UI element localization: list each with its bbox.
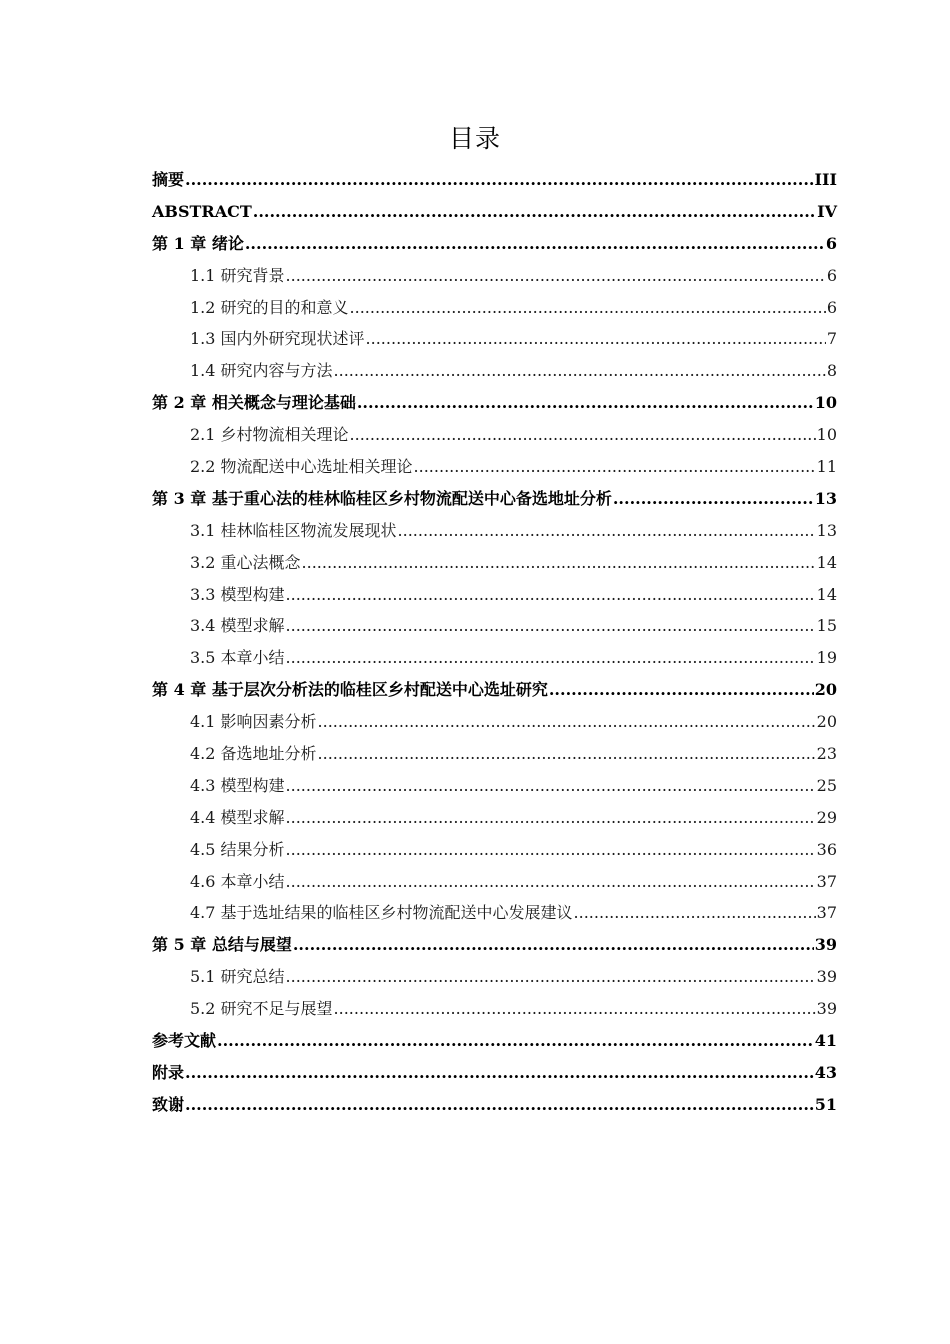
toc-dot-leader bbox=[185, 1057, 814, 1089]
toc-chapter-entry[interactable] bbox=[152, 1089, 837, 1121]
toc-page-number: 37 bbox=[816, 903, 837, 923]
toc-entry-label: 4.6 本章小结 bbox=[190, 871, 285, 891]
toc-entry-label: 第 2 章 相关概念与理论基础 bbox=[152, 393, 356, 413]
toc-entry-label: 5.1 研究总结 bbox=[190, 967, 285, 987]
toc-entry-label: 3.5 本章小结 bbox=[190, 648, 285, 668]
toc-entry-label: 3.2 重心法概念 bbox=[190, 552, 301, 572]
toc-entry-label: 第 3 章 基于重心法的桂林临桂区乡村物流配送中心备选地址分析 bbox=[152, 488, 612, 508]
page-title: 目录 bbox=[448, 124, 501, 153]
toc-section-entry[interactable] bbox=[152, 642, 837, 674]
toc-page-number: 11 bbox=[816, 457, 837, 477]
toc-section-entry[interactable] bbox=[152, 260, 837, 292]
toc-dot-leader bbox=[302, 547, 816, 579]
toc-dot-leader bbox=[350, 419, 816, 451]
toc-dot-leader bbox=[286, 834, 816, 866]
toc-page-number: 10 bbox=[814, 393, 837, 413]
toc-entry-label: 4.2 备选地址分析 bbox=[190, 744, 317, 764]
toc-dot-leader bbox=[350, 292, 826, 324]
toc-entry-label: 4.3 模型构建 bbox=[190, 775, 285, 795]
toc-page-number: 14 bbox=[816, 584, 837, 604]
toc-section-entry[interactable] bbox=[152, 706, 837, 738]
toc-dot-leader bbox=[286, 610, 816, 642]
toc-chapter-entry[interactable] bbox=[152, 196, 837, 228]
toc-section-entry[interactable] bbox=[152, 834, 837, 866]
toc-dot-leader bbox=[414, 451, 816, 483]
toc-page-number: III bbox=[814, 170, 837, 189]
toc-entry-label: 摘要 bbox=[152, 170, 185, 189]
toc-entry-label: 4.7 基于选址结果的临桂区乡村物流配送中心发展建议 bbox=[190, 903, 573, 923]
toc-section-entry[interactable] bbox=[152, 802, 837, 834]
toc-section-entry[interactable] bbox=[152, 579, 837, 611]
toc-dot-leader bbox=[286, 579, 816, 611]
toc-page-number: 37 bbox=[816, 871, 837, 891]
table-of-contents bbox=[152, 164, 837, 1121]
toc-page-number: IV bbox=[817, 201, 837, 221]
toc-entry-label: 3.1 桂林临桂区物流发展现状 bbox=[190, 520, 397, 540]
toc-chapter-entry[interactable] bbox=[152, 164, 837, 196]
toc-dot-leader bbox=[334, 355, 826, 387]
toc-entry-label: 1.4 研究内容与方法 bbox=[190, 361, 333, 381]
toc-section-entry[interactable] bbox=[152, 866, 837, 898]
toc-entry-label: ABSTRACT bbox=[152, 201, 252, 221]
toc-page-number: 23 bbox=[816, 744, 837, 764]
toc-dot-leader bbox=[574, 897, 816, 929]
toc-dot-leader bbox=[286, 802, 816, 834]
toc-page-number: 6 bbox=[826, 297, 837, 317]
toc-dot-leader bbox=[613, 483, 814, 515]
toc-chapter-entry[interactable] bbox=[152, 1025, 837, 1057]
toc-page-number: 8 bbox=[826, 361, 837, 381]
toc-section-entry[interactable] bbox=[152, 323, 837, 355]
toc-dot-leader bbox=[318, 738, 816, 770]
toc-dot-leader bbox=[293, 929, 814, 961]
toc-chapter-entry[interactable] bbox=[152, 929, 837, 961]
toc-section-entry[interactable] bbox=[152, 355, 837, 387]
toc-dot-leader bbox=[357, 387, 814, 419]
toc-page-number: 51 bbox=[814, 1094, 837, 1114]
toc-dot-leader bbox=[286, 866, 816, 898]
toc-entry-label: 1.2 研究的目的和意义 bbox=[190, 297, 349, 317]
toc-page-number: 39 bbox=[816, 967, 837, 987]
toc-page-number: 15 bbox=[816, 616, 837, 636]
toc-entry-label: 3.4 模型求解 bbox=[190, 616, 285, 636]
toc-entry-label: 3.3 模型构建 bbox=[190, 584, 285, 604]
toc-chapter-entry[interactable] bbox=[152, 387, 837, 419]
toc-page-number: 13 bbox=[816, 520, 837, 540]
toc-page-number: 10 bbox=[816, 425, 837, 445]
toc-page-number: 41 bbox=[814, 1031, 837, 1051]
toc-dot-leader bbox=[253, 196, 816, 228]
toc-page-number: 7 bbox=[826, 329, 837, 349]
toc-entry-label: 2.2 物流配送中心选址相关理论 bbox=[190, 457, 413, 477]
toc-section-entry[interactable] bbox=[152, 610, 837, 642]
toc-page-number: 29 bbox=[816, 807, 837, 827]
toc-entry-label: 4.1 影响因素分析 bbox=[190, 712, 317, 732]
toc-page-number: 43 bbox=[814, 1062, 837, 1082]
toc-entry-label: 第 1 章 绪论 bbox=[152, 233, 244, 253]
toc-section-entry[interactable] bbox=[152, 547, 837, 579]
toc-section-entry[interactable] bbox=[152, 961, 837, 993]
toc-chapter-entry[interactable] bbox=[152, 1057, 837, 1089]
toc-page-number: 39 bbox=[814, 935, 837, 955]
toc-entry-label: 1.3 国内外研究现状述评 bbox=[190, 329, 365, 349]
toc-dot-leader bbox=[334, 993, 816, 1025]
toc-dot-leader bbox=[286, 961, 816, 993]
toc-chapter-entry[interactable] bbox=[152, 674, 837, 706]
toc-section-entry[interactable] bbox=[152, 292, 837, 324]
toc-entry-label: 第 4 章 基于层次分析法的临桂区乡村配送中心选址研究 bbox=[152, 680, 548, 700]
toc-entry-label: 致谢 bbox=[152, 1094, 185, 1114]
toc-entry-label: 4.5 结果分析 bbox=[190, 839, 285, 859]
toc-section-entry[interactable] bbox=[152, 451, 837, 483]
toc-entry-label: 参考文献 bbox=[152, 1031, 217, 1051]
toc-dot-leader bbox=[549, 674, 814, 706]
toc-dot-leader bbox=[245, 228, 825, 260]
toc-section-entry[interactable] bbox=[152, 993, 837, 1025]
toc-dot-leader bbox=[185, 1089, 814, 1121]
toc-dot-leader bbox=[185, 164, 814, 196]
toc-section-entry[interactable] bbox=[152, 770, 837, 802]
toc-page-number: 39 bbox=[816, 999, 837, 1019]
toc-dot-leader bbox=[398, 515, 816, 547]
toc-page-number: 20 bbox=[816, 712, 837, 732]
toc-dot-leader bbox=[286, 260, 826, 292]
toc-page-number: 6 bbox=[825, 233, 837, 253]
toc-entry-label: 第 5 章 总结与展望 bbox=[152, 935, 292, 955]
toc-dot-leader bbox=[318, 706, 816, 738]
toc-entry-label: 1.1 研究背景 bbox=[190, 265, 285, 285]
toc-chapter-entry[interactable] bbox=[152, 228, 837, 260]
toc-dot-leader bbox=[366, 323, 826, 355]
toc-entry-label: 4.4 模型求解 bbox=[190, 807, 285, 827]
toc-page-number: 13 bbox=[814, 488, 837, 508]
toc-page-number: 14 bbox=[816, 552, 837, 572]
toc-entry-label: 5.2 研究不足与展望 bbox=[190, 999, 333, 1019]
toc-page-number: 19 bbox=[816, 648, 837, 668]
toc-dot-leader bbox=[286, 642, 816, 674]
toc-section-entry[interactable] bbox=[152, 515, 837, 547]
toc-page-number: 36 bbox=[816, 839, 837, 859]
toc-dot-leader bbox=[286, 770, 816, 802]
toc-section-entry[interactable] bbox=[152, 897, 837, 929]
toc-entry-label: 2.1 乡村物流相关理论 bbox=[190, 425, 349, 445]
toc-section-entry[interactable] bbox=[152, 419, 837, 451]
toc-page-number: 20 bbox=[814, 680, 837, 700]
toc-section-entry[interactable] bbox=[152, 738, 837, 770]
toc-chapter-entry[interactable] bbox=[152, 483, 837, 515]
toc-dot-leader bbox=[217, 1025, 814, 1057]
toc-page-number: 25 bbox=[816, 775, 837, 795]
toc-entry-label: 附录 bbox=[152, 1062, 185, 1082]
toc-page-number: 6 bbox=[826, 265, 837, 285]
